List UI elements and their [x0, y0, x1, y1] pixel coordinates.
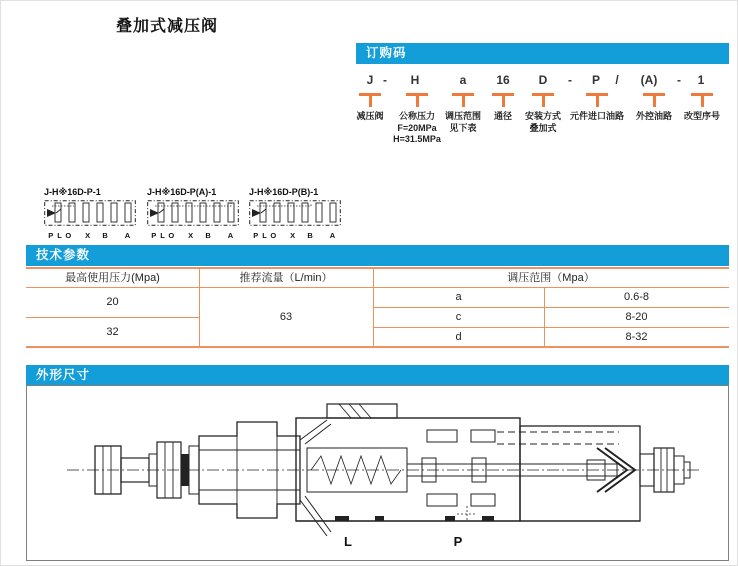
code-separator: -: [677, 73, 681, 87]
tech-params-header: 技术参数: [26, 245, 729, 266]
col-header-pressure: 最高使用压力(Mpa): [65, 272, 160, 284]
range-value: 0.6-8: [623, 291, 650, 303]
tee-mark: [532, 93, 554, 107]
page-title: 叠加式减压阀: [116, 18, 219, 35]
code-legend-item: 元件进口油路: [552, 93, 642, 123]
code-legend-item: 通径: [458, 93, 548, 123]
hydraulic-symbol-figure: [147, 187, 244, 241]
code-token: J: [366, 73, 374, 87]
flow-value: 63: [279, 311, 293, 323]
pressure-value: 20: [106, 296, 119, 308]
order-code-section: [356, 43, 729, 163]
code-token: P: [591, 73, 601, 87]
valve-cross-section-drawing: [27, 386, 727, 558]
port-label-L: L: [344, 534, 352, 549]
range-code: c: [455, 311, 462, 323]
code-separator: /: [615, 73, 619, 87]
symbol-port-labels: P L O X B A: [151, 231, 234, 240]
code-token: (A): [640, 73, 658, 87]
symbol-model-label: J-H※16D-P(A)-1: [147, 187, 217, 197]
symbol-port-labels: P L O X B A: [253, 231, 336, 240]
code-legend-item: 外控油路: [609, 93, 699, 123]
col-header-range: 调压范围（Mpa）: [507, 272, 595, 284]
tee-mark: [691, 93, 713, 107]
pressure-value: 32: [106, 326, 119, 338]
code-separator: -: [383, 73, 387, 87]
order-code-header: 订购码: [356, 43, 729, 64]
tee-mark: [586, 93, 608, 107]
code-legend-item: 改型序号: [657, 93, 738, 123]
code-token: a: [459, 73, 467, 87]
hydraulic-symbol-icon: [147, 200, 239, 226]
symbol-model-label: J-H※16D-P(B)-1: [249, 187, 319, 197]
code-separator: -: [568, 73, 572, 87]
col-header-flow: 推荐流量（L/min）: [239, 272, 333, 284]
range-code: a: [455, 291, 462, 303]
code-legend-item: 安装方式 叠加式: [498, 93, 588, 134]
code-legend-item: 减压阀: [325, 93, 415, 123]
port-label-P: P: [453, 534, 463, 549]
dimension-drawing-box: [26, 385, 729, 561]
tech-params-table: [26, 267, 729, 347]
code-token: 16: [496, 73, 510, 87]
code-token: D: [538, 73, 548, 87]
hydraulic-symbol-icon: [249, 200, 341, 226]
hydraulic-symbol-icon: [44, 200, 136, 226]
code-legend-item: 公称压力 F=20MPa H=31.5MPa: [372, 93, 462, 146]
code-token: 1: [697, 73, 705, 87]
code-legend-item: 调压范围 见下表: [418, 93, 508, 134]
range-value: 8-20: [625, 311, 648, 323]
dimensions-header: 外形尺寸: [26, 365, 729, 386]
hydraulic-symbol-figure: [44, 187, 141, 241]
range-value: 8-32: [625, 331, 648, 343]
code-token: H: [410, 73, 420, 87]
range-code: d: [455, 331, 462, 343]
symbol-model-label: J-H※16D-P-1: [44, 187, 101, 197]
symbol-port-labels: P L O X B A: [48, 231, 131, 240]
hydraulic-symbol-figure: [249, 187, 346, 241]
